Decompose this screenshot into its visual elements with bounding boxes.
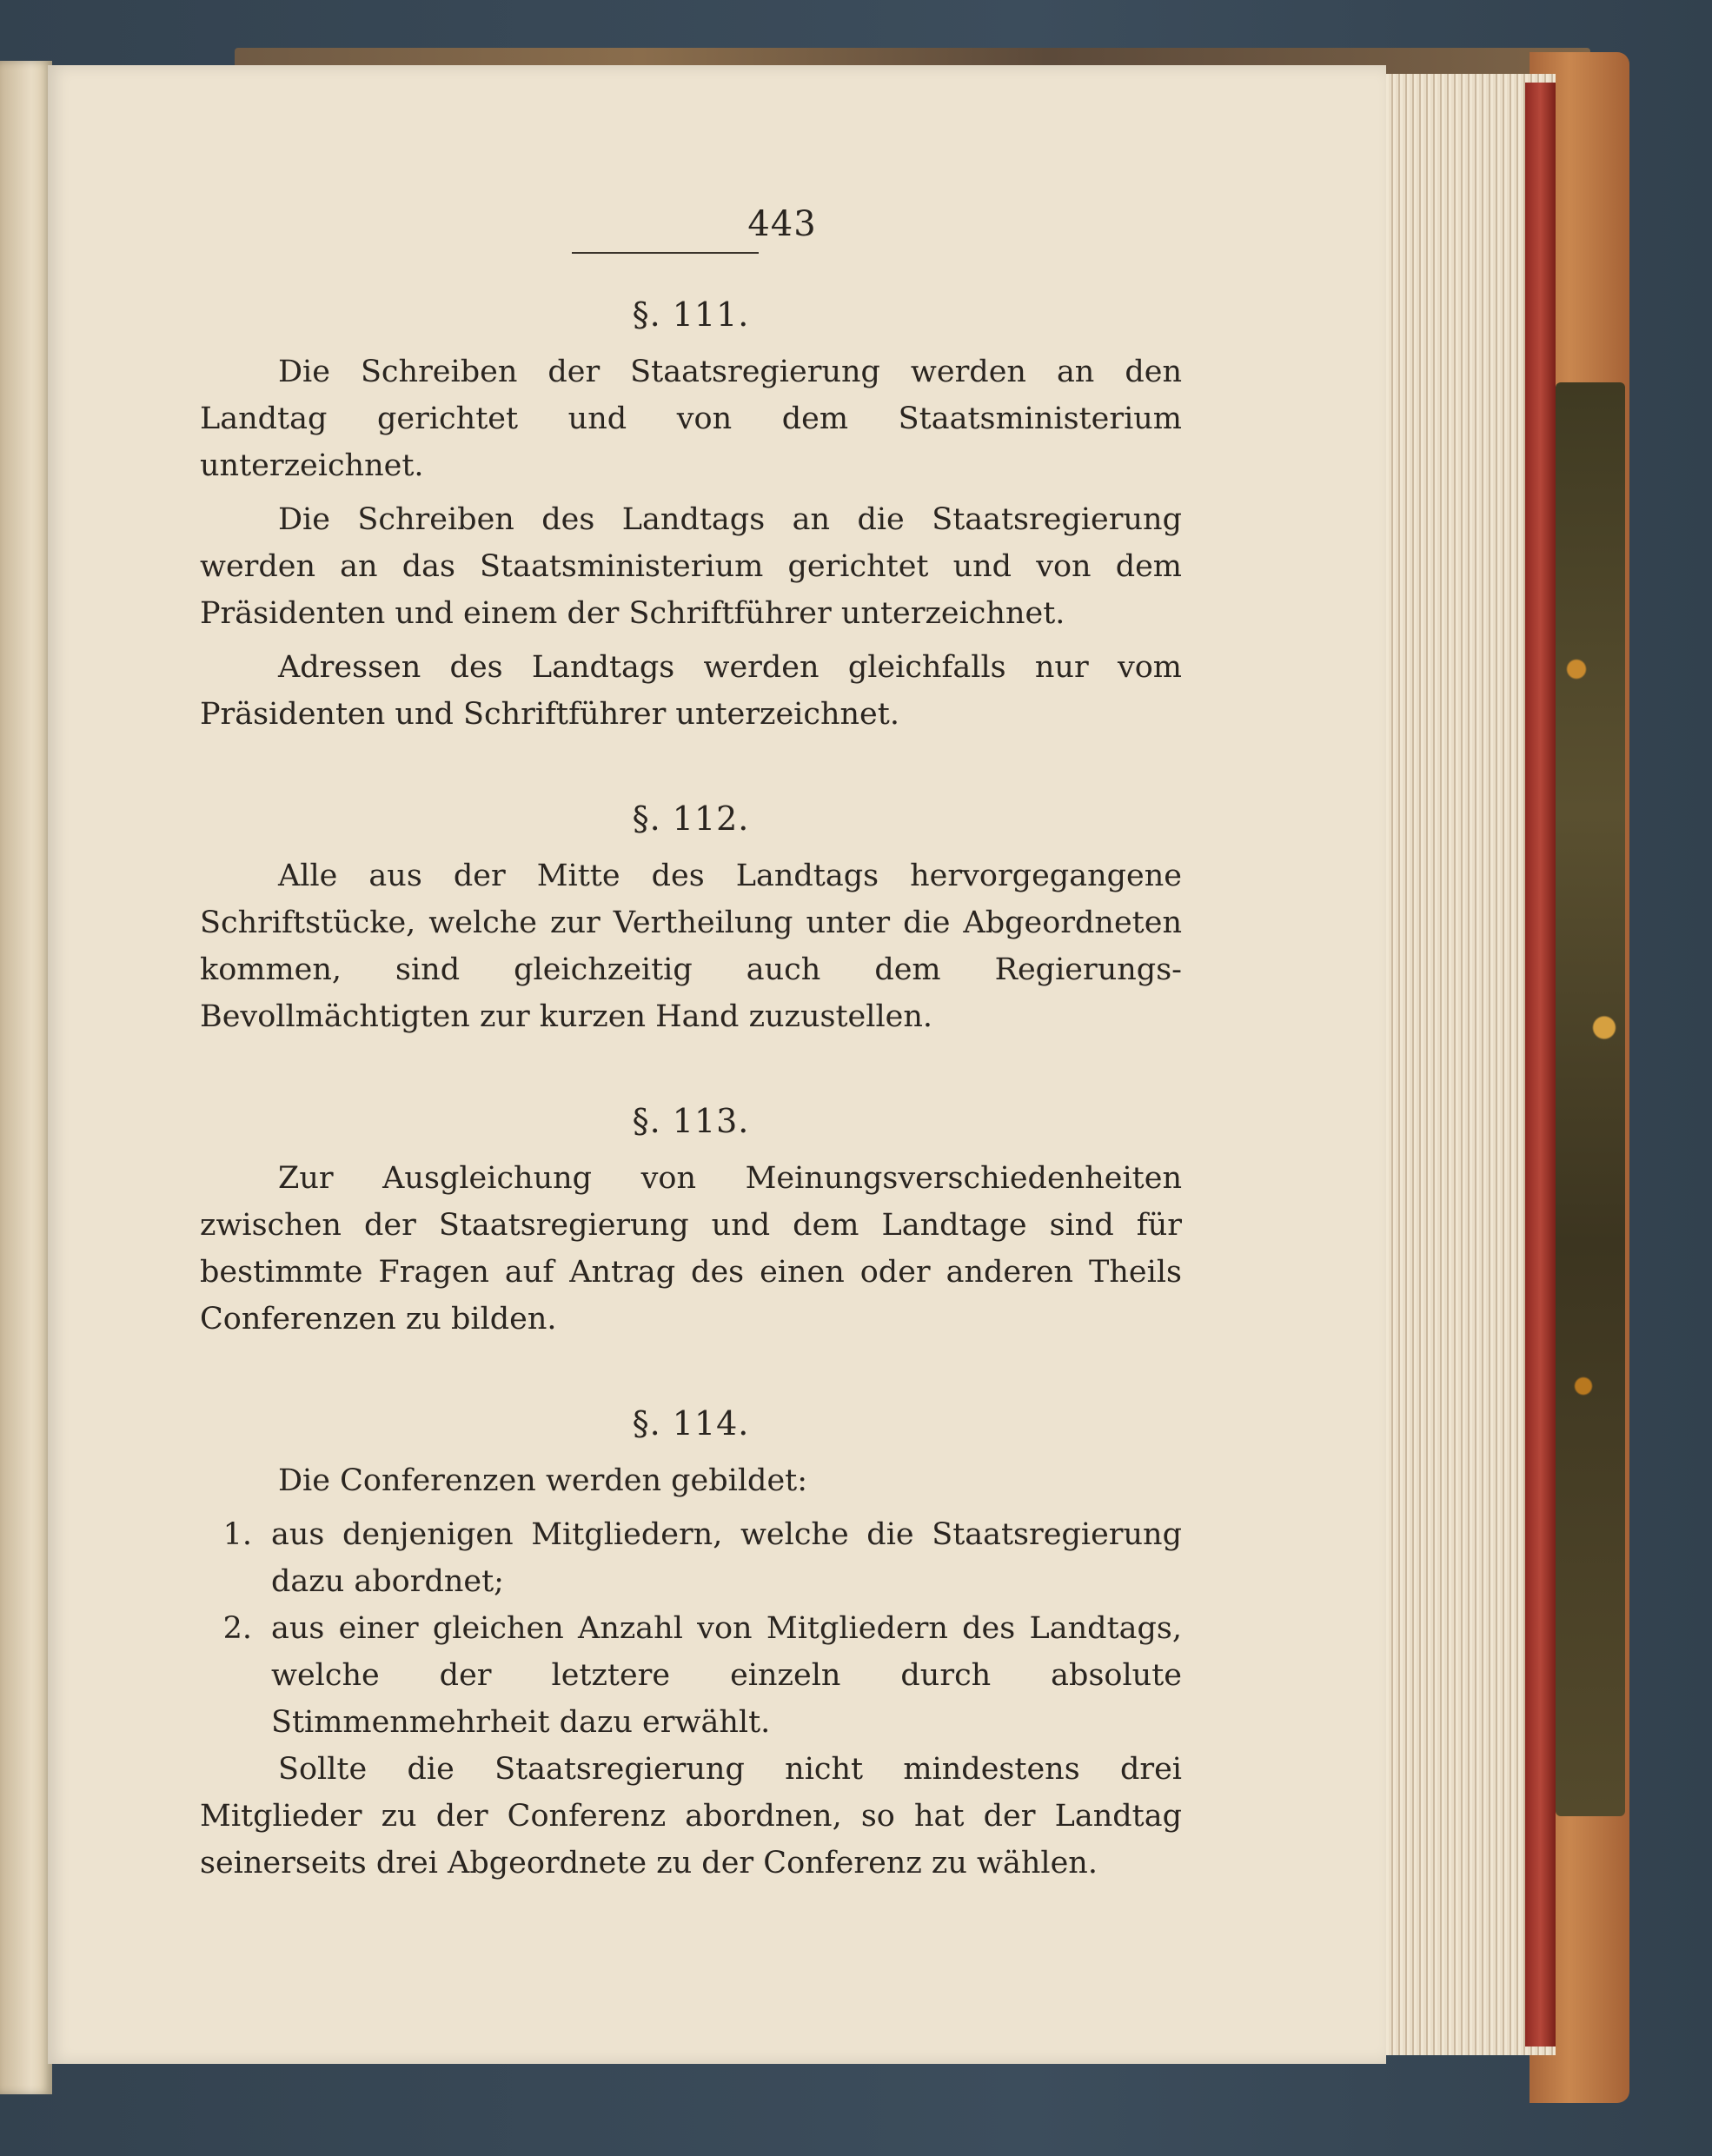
section-gap bbox=[200, 745, 1182, 795]
page-number-rule bbox=[572, 252, 759, 254]
paragraph: Sollte die Staatsregierung nicht mindestens drei Mitglieder zu der Conferenz abordnen, so hat der Landtag seinerseits drei Abgeordnete zu der Conferenz zu wählen. bbox=[200, 1752, 1182, 1881]
previous-page-edge bbox=[0, 61, 52, 2094]
page-number: 443 bbox=[747, 204, 817, 244]
section-heading: §. 112. bbox=[632, 799, 750, 838]
paragraph: Die Schreiben der Staatsregierung werden an den Landtag gerichtet und von dem Staatsministerium unterzeichnet. bbox=[200, 355, 1182, 483]
list-text: aus einer gleichen Anzahl von Mitgliedern des Landtags, welche der letztere einzeln durch absolute Stimmenmehrheit dazu erwählt. bbox=[271, 1611, 1182, 1740]
list-number: 2. bbox=[222, 1611, 252, 1646]
section-111 bbox=[200, 291, 1182, 738]
list-number: 1. bbox=[222, 1517, 252, 1552]
red-page-edge bbox=[1525, 83, 1556, 2047]
section-gap bbox=[200, 1350, 1182, 1400]
section-114 bbox=[200, 1400, 1182, 1887]
section-112 bbox=[200, 795, 1182, 1040]
paragraph: Die Conferenzen werden gebildet: bbox=[278, 1463, 808, 1498]
section-113 bbox=[200, 1098, 1182, 1343]
paragraph: Zur Ausgleichung von Meinungsverschiedenheiten zwischen der Staatsregierung und dem Landtage sind für bestimmte Fragen auf Antrag des einen oder anderen Theils Conferenzen zu bilden. bbox=[200, 1161, 1182, 1337]
list-item bbox=[200, 1605, 1182, 1746]
section-gap bbox=[200, 1047, 1182, 1098]
paragraph: Adressen des Landtags werden gleichfalls nur vom Präsidenten und Schriftführer unterzeichnet. bbox=[200, 650, 1182, 732]
section-heading: §. 111. bbox=[632, 295, 750, 334]
book-page bbox=[48, 65, 1386, 2064]
section-heading: §. 113. bbox=[632, 1102, 750, 1140]
section-heading: §. 114. bbox=[632, 1404, 750, 1443]
paragraph: Die Schreiben des Landtags an die Staatsregierung werden an das Staatsministerium gerichtet und von dem Präsidenten und einem der Schriftführer unterzeichnet. bbox=[200, 502, 1182, 631]
paragraph: Alle aus der Mitte des Landtags hervorgegangene Schriftstücke, welche zur Vertheilung unter die Abgeordneten kommen, sind gleichzeitig auch dem Regierungs-Bevollmächtigten zur kurzen Hand zuzustellen. bbox=[200, 859, 1182, 1034]
list-item bbox=[200, 1511, 1182, 1605]
marbled-cover-pattern bbox=[1556, 382, 1625, 1816]
page-content bbox=[200, 291, 1182, 1894]
list-text: aus denjenigen Mitgliedern, welche die Staatsregierung dazu abordnet; bbox=[271, 1517, 1182, 1599]
